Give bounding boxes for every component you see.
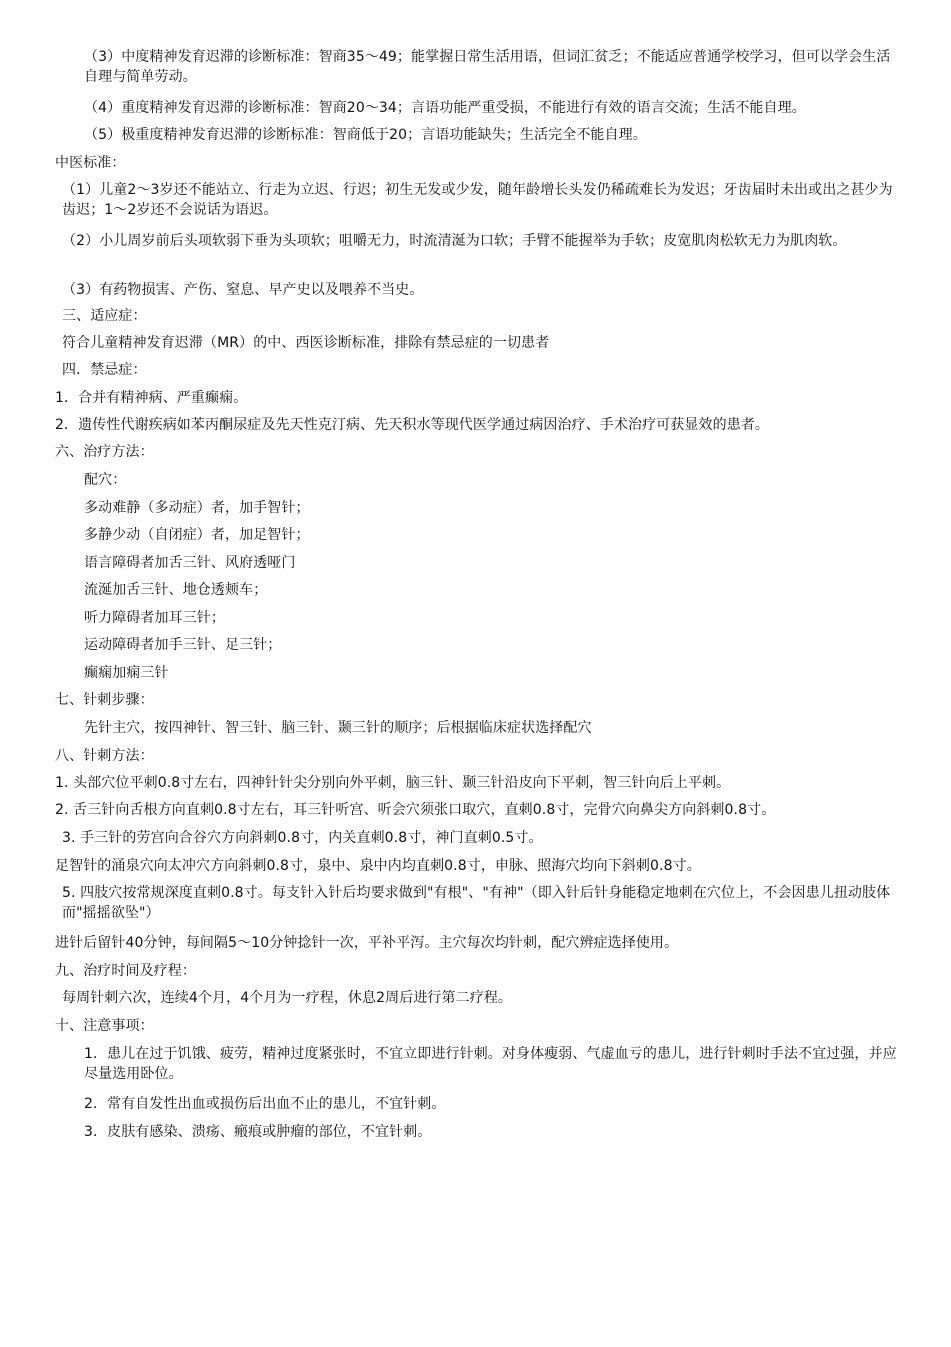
method-3: 3. 手三针的劳宫向合谷穴方向斜刺0.8寸，内关直刺0.8寸，神门直刺0.5寸。 [62,830,543,846]
course-text: 每周针刺六次，连续4个月，4个月为一疗程，休息2周后进行第二疗程。 [62,990,513,1006]
method-2: 2. 舌三针向舌根方向直刺0.8寸左右，耳三针听宫、听会穴须张口取穴，直刺0.8寸，完骨穴向鼻尖方向斜刺0.8寸。 [55,802,776,818]
matching-points-label: 配穴： [84,472,127,488]
note-1: 1．患儿在过于饥饿、疲劳，精神过度紧张时，不宜立即进行针刺。对身体瘦弱、气虚血亏的患儿，进行针刺时手法不宜过强，并应尽量选用卧位。 [84,1046,897,1082]
section-course-heading: 九、治疗时间及疗程： [55,963,196,979]
contraindication-1: 1．合并有精神病、严重癫痫。 [55,390,248,406]
matching-point-hyperactive: 多动难静（多动症）者，加手智针； [84,500,310,516]
matching-point-drooling: 流涎加舌三针、地仓透颊车； [84,582,268,598]
matching-point-autism: 多静少动（自闭症）者，加足智针； [84,527,310,543]
criteria-moderate: （3）中度精神发育迟滞的诊断标准：智商35～49；能掌握日常生活用语，但词汇贫乏；不能适应普通学校学习，但可以学会生活自理与简单劳动。 [84,49,891,85]
indications-text: 符合儿童精神发育迟滞（MR）的中、西医诊断标准，排除有禁忌症的一切患者 [62,335,550,351]
method-5: 5. 四肢穴按常规深度直刺0.8寸。每支针入针后均要求做到"有根"、"有神"（即入针后针身能稳定地刺在穴位上，不会因患儿扭动肢体而"摇摇欲坠"） [62,885,891,921]
method-retention: 进针后留针40分钟，每间隔5～10分钟捻针一次，平补平泻。主穴每次均针刺，配穴辨症选择使用。 [55,935,679,951]
section-treatment-heading: 六、治疗方法： [55,444,154,460]
criteria-severe: （4）重度精神发育迟滞的诊断标准：智商20～34；言语功能严重受损，不能进行有效的语言交流；生活不能自理。 [84,100,806,116]
matching-point-hearing: 听力障碍者加耳三针； [84,610,225,626]
matching-point-motor: 运动障碍者加手三针、足三针； [84,637,282,653]
section-contraindications-heading: 四．禁忌症： [62,362,147,378]
tcm-criteria-2: （2）小儿周岁前后头项软弱下垂为头项软；咀嚼无力，时流清涎为口软；手臂不能握举为手软；皮宽肌肉松软无力为肌肉软。 [62,233,847,249]
section-steps-heading: 七、针刺步骤： [55,692,154,708]
note-2: 2．常有自发性出血或损伤后出血不止的患儿，不宜针刺。 [84,1096,446,1112]
method-1: 1. 头部穴位平刺0.8寸左右，四神针针尖分别向外平刺，脑三针、颞三针沿皮向下平刺，智三针向后上平刺。 [55,775,731,791]
section-indications-heading: 三、适应症： [62,308,147,324]
method-foot-needles: 足智针的涌泉穴向太冲穴方向斜刺0.8寸，泉中、泉中内均直刺0.8寸，申脉、照海穴均向下斜刺0.8寸。 [55,858,701,874]
steps-text: 先针主穴，按四神针、智三针、脑三针、颞三针的顺序；后根据临床症状选择配穴 [84,720,592,736]
section-notes-heading: 十、注意事项： [55,1018,154,1034]
criteria-profound: （5）极重度精神发育迟滞的诊断标准：智商低于20；言语功能缺失；生活完全不能自理。 [84,127,647,143]
tcm-criteria-1: （1）儿童2～3岁还不能站立、行走为立迟、行迟；初生无发或少发，随年龄增长头发仍稀疏难长为发迟；牙齿届时未出或出之甚少为齿迟；1～2岁还不会说话为语迟。 [62,182,893,218]
tcm-criteria-heading: 中医标准： [55,155,126,171]
section-method-heading: 八、针刺方法： [55,748,154,764]
note-3: 3．皮肤有感染、溃疡、瘢痕或肿瘤的部位，不宜针刺。 [84,1124,432,1140]
matching-point-language: 语言障碍者加舌三针、风府透哑门 [84,555,296,571]
matching-point-epilepsy: 癫痫加痫三针 [84,665,169,681]
contraindication-2: 2．遗传性代谢疾病如苯丙酮尿症及先天性克汀病、先天积水等现代医学通过病因治疗、手术治疗可获显效的患者。 [55,417,770,433]
tcm-criteria-3: （3）有药物损害、产伤、窒息、早产史以及喂养不当史。 [62,282,424,298]
